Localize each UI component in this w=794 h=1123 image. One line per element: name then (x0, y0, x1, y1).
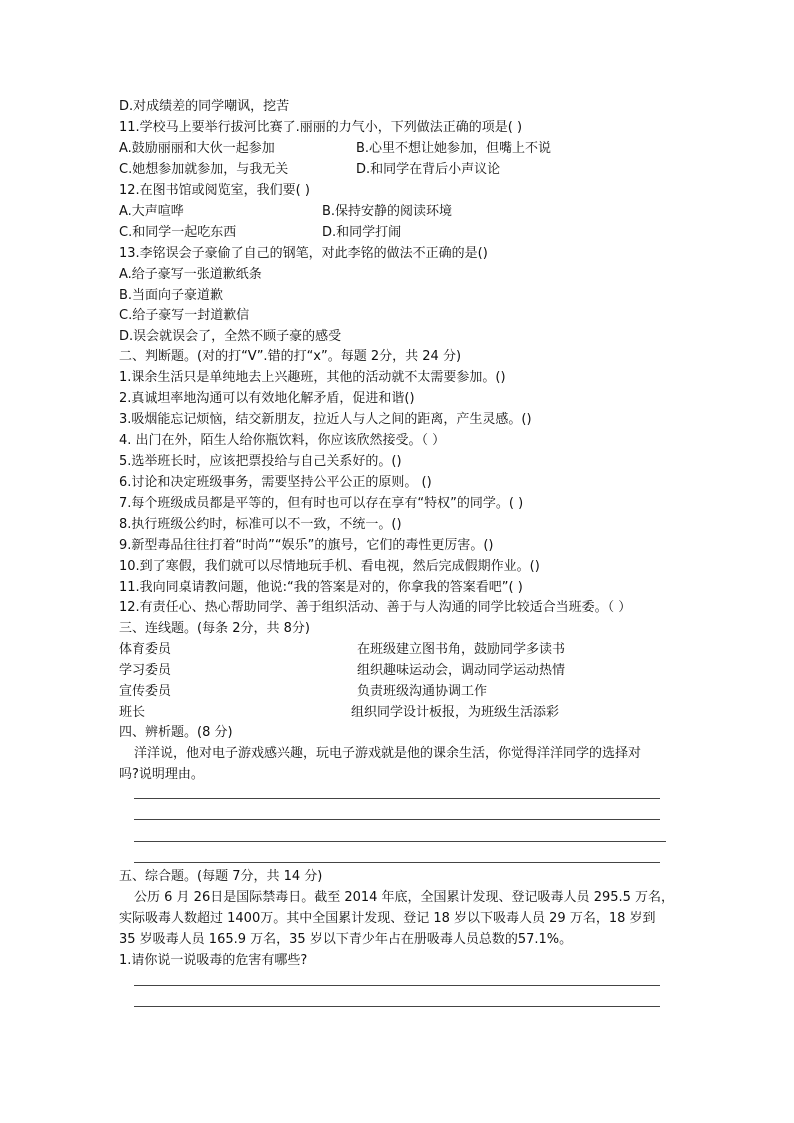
answer-line (134, 841, 666, 842)
q12-option-c: C.和同学一起吃东西 (119, 225, 237, 240)
match-left-2: 学习委员 (119, 663, 172, 678)
answer-line (134, 1006, 660, 1007)
judge-item-5: 5.选举班长时，应该把票投给与自己关系好的。() (119, 454, 402, 469)
q13-option-d: D.误会就误会了，全然不顾子豪的感受 (119, 329, 342, 344)
section-5-heading: 五、综合题。(每题 7分，共 14 分) (119, 869, 323, 884)
judge-item-8: 8.执行班级公约时，标准可以不一致，不统一。() (119, 517, 402, 532)
section-3-heading: 三、连线题。(每条 2分，共 8分) (119, 621, 310, 636)
q13-option-a: A.给子豪写一张道歉纸条 (119, 267, 262, 282)
judge-item-12: 12.有责任心、热心帮助同学、善于组织活动、善于与人沟通的同学比较适合当班委。（ ） (119, 600, 632, 615)
comprehensive-question-1: 1.请你说一说吸毒的危害有哪些? (119, 953, 308, 968)
judge-item-4: 4. 出门在外，陌生人给你瓶饮料，你应该欣然接受。（ ） (119, 433, 446, 448)
question-12: 12.在图书馆或阅览室，我们要( ) (119, 183, 310, 198)
q12-option-a: A.大声喧哗 (119, 204, 184, 219)
match-right-3: 负责班级沟通协调工作 (357, 684, 488, 699)
match-right-2: 组织趣味运动会，调动同学运动热情 (357, 663, 566, 678)
analysis-question-line-1: 洋洋说，他对电子游戏感兴趣，玩电子游戏就是他的课余生活，你觉得洋洋同学的选择对 (134, 746, 642, 761)
answer-line (134, 819, 660, 820)
passage-line-3: 35 岁吸毒人员 165.9 万名，35 岁以下青少年占在册吸毒人员总数的57.1%。 (119, 932, 573, 947)
answer-line (134, 798, 660, 799)
judge-item-11: 11.我向同桌请教问题，他说:“我的答案是对的，你拿我的答案看吧”( ) (119, 580, 523, 595)
match-right-4: 组织同学设计板报，为班级生活添彩 (351, 705, 560, 720)
passage-line-2: 实际吸毒人数超过 1400万。其中全国累计发现、登记 18 岁以下吸毒人员 29 万名，18 岁到 (119, 911, 656, 926)
q13-option-c: C.给子豪写一封道歉信 (119, 308, 250, 323)
q11-option-b: B.心里不想让她参加，但嘴上不说 (356, 141, 552, 156)
judge-item-2: 2.真诚坦率地沟通可以有效地化解矛盾，促进和谐() (119, 391, 415, 406)
judge-item-6: 6.讨论和决定班级事务，需要坚持公平公正的原则。 () (119, 475, 432, 490)
passage-line-1: 公历 6 月 26日是国际禁毒日。截至 2014 年底，全国累计发现、登记吸毒人员 295.5 万名， (134, 890, 675, 905)
match-left-3: 宣传委员 (119, 684, 172, 699)
match-left-1: 体育委员 (119, 642, 172, 657)
judge-item-1: 1.课余生活只是单纯地去上兴趣班，其他的活动就不太需要参加。() (119, 370, 506, 385)
section-4-heading: 四、辨析题。(8 分) (119, 725, 233, 740)
q11-option-c: C.她想参加就参加，与我无关 (119, 162, 289, 177)
judge-item-9: 9.新型毒品往往打着“时尚”“娱乐”的旗号，它们的毒性更厉害。() (119, 538, 494, 553)
q11-option-a: A.鼓励丽丽和大伙一起参加 (119, 141, 275, 156)
q13-option-b: B.当面向子豪道歉 (119, 288, 224, 303)
q11-option-d: D.和同学在背后小声议论 (356, 162, 501, 177)
option-d-text: D.对成绩差的同学嘲讽，挖苦 (119, 99, 290, 114)
question-13: 13.李铭误会子豪偷了自己的钢笔，对此李铭的做法不正确的是() (119, 246, 488, 261)
judge-item-10: 10.到了寒假，我们就可以尽情地玩手机、看电视，然后完成假期作业。() (119, 559, 540, 574)
match-left-4: 班长 (119, 705, 146, 720)
q12-option-b: B.保持安静的阅读环境 (322, 204, 453, 219)
section-2-heading: 二、判断题。(对的打“V”.错的打“x”。每题 2分，共 24 分) (119, 349, 462, 364)
match-right-1: 在班级建立图书角，鼓励同学多读书 (357, 642, 566, 657)
answer-line (134, 862, 660, 863)
question-11: 11.学校马上要举行拔河比赛了.丽丽的力气小，下列做法正确的项是( ) (119, 120, 523, 135)
analysis-question-line-2: 吗?说明理由。 (119, 767, 204, 782)
judge-item-7: 7.每个班级成员都是平等的，但有时也可以存在享有“特权”的同学。( ) (119, 496, 524, 511)
judge-item-3: 3.吸烟能忘记烦恼，结交新朋友，拉近人与人之间的距离，产生灵感。() (119, 412, 532, 427)
q12-option-d: D.和同学打闹 (322, 225, 402, 240)
answer-line (134, 985, 660, 986)
